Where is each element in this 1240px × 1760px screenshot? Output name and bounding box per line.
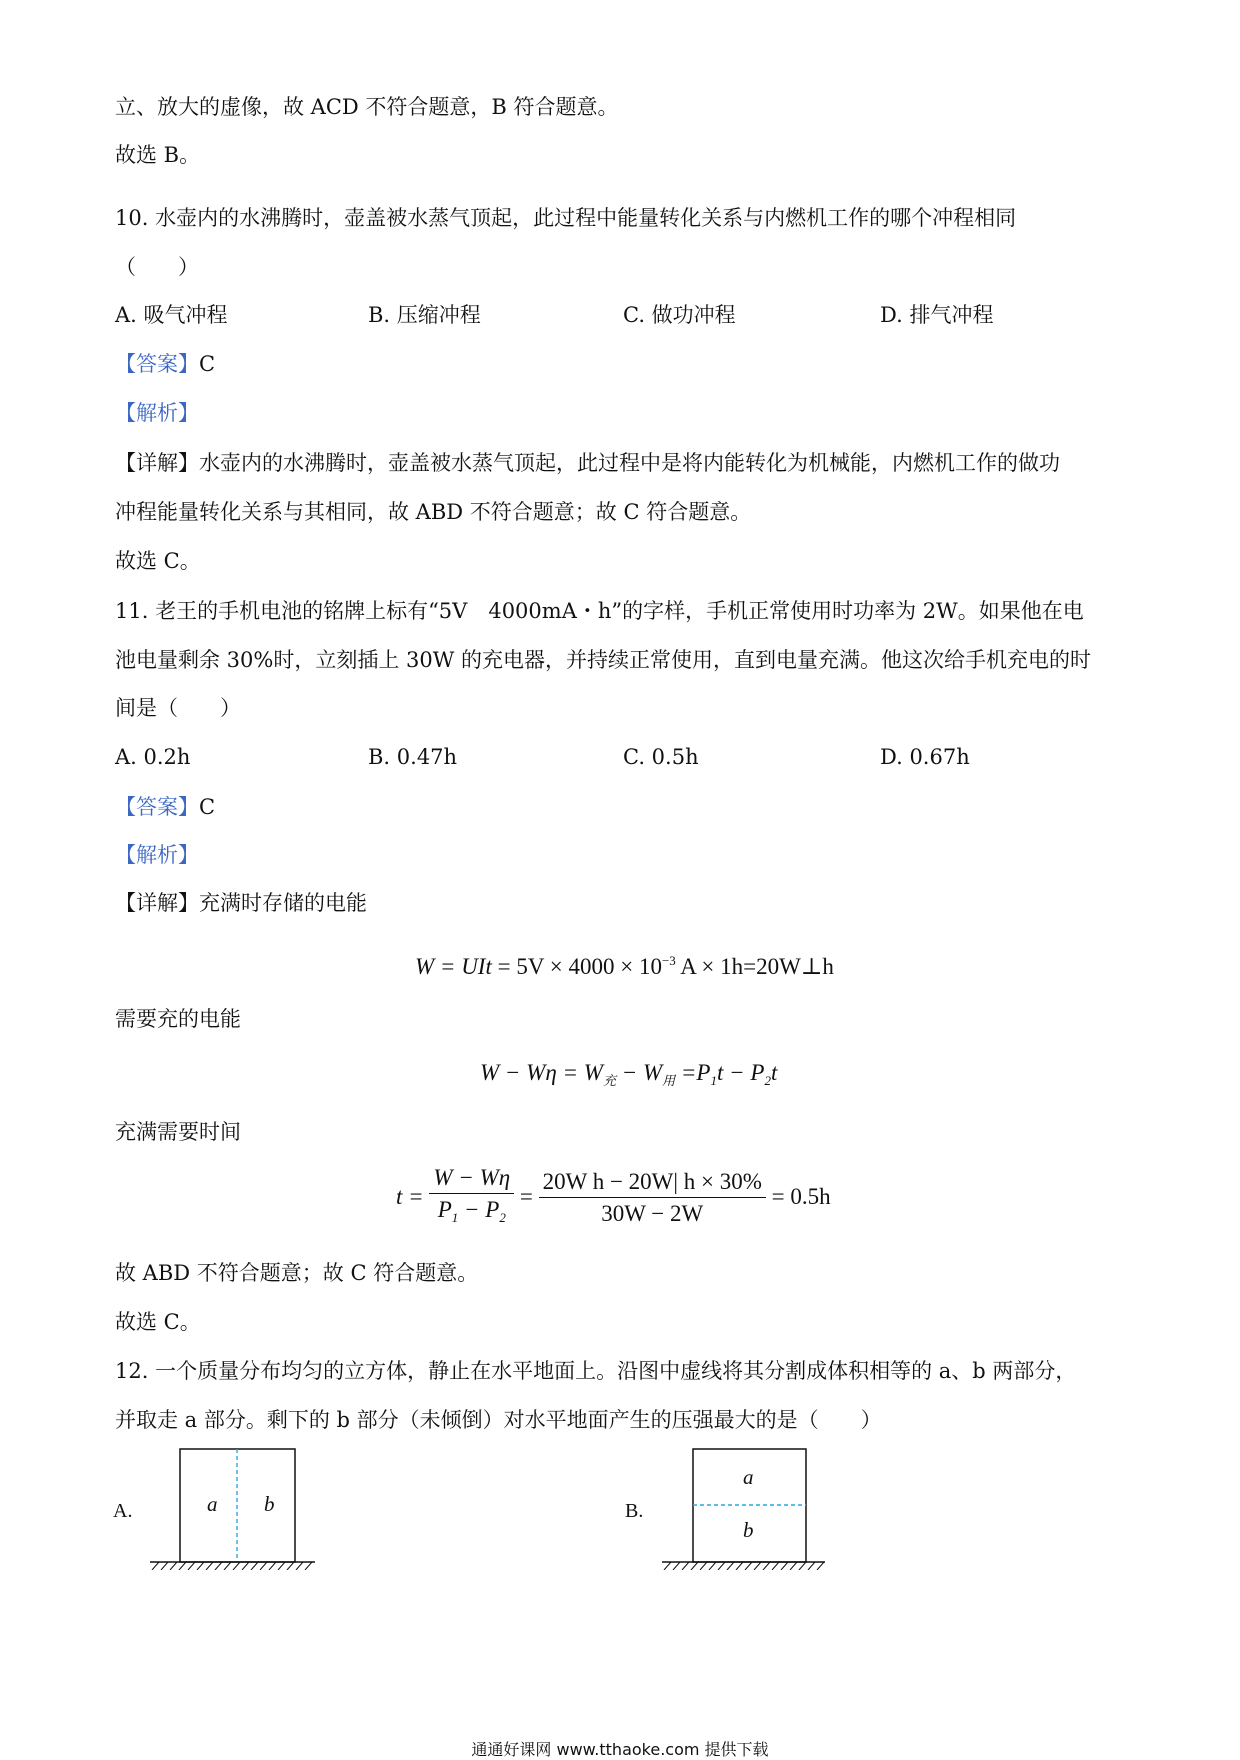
- q10-option-d: D. 排气冲程: [880, 303, 994, 327]
- question-10-stem: 10. 水壶内的水沸腾时，壶盖被水蒸气顶起，此过程中能量转化关系与内燃机工作的哪个冲程相同: [115, 206, 1017, 230]
- q10-detail: 【详解】水壶内的水沸腾时，壶盖被水蒸气顶起，此过程中是将内能转化为机械能，内燃机工作的做功: [115, 451, 1060, 475]
- question-10-stem-cont: （ ）: [115, 255, 199, 279]
- part-a-label: a: [743, 1465, 754, 1489]
- answer-tag: 【答案】: [115, 795, 199, 819]
- answer-value: C: [199, 352, 216, 376]
- equation-stored-energy: W = UIt = $5V \times 4000 \times 10^{-3}$ A × 1h=20W⊥h: [415, 953, 834, 979]
- equation-required-energy: $W - W\eta = W_充 - W_用 =P_1t - P_2t$: [480, 1060, 778, 1088]
- q11-choose: 故选 C。: [115, 1310, 201, 1334]
- part-b-label: b: [264, 1492, 275, 1516]
- q10-option-c: C. 做功冲程: [623, 303, 736, 327]
- figure-b-cube-horizontal-split: [650, 1440, 830, 1570]
- question-11-stem-cont: 池电量剩余 30%时，立刻插上 30W 的充电器，并持续正常使用，直到电量充满。他这次给手机充电的时: [115, 648, 1092, 672]
- figure-a-label: A.: [113, 1500, 133, 1522]
- question-12-stem-cont: 并取走 a 部分。剩下的 b 部分（未倾倒）对水平地面产生的压强最大的是（ ）: [115, 1408, 882, 1432]
- q11-option-d: D. 0.67h: [880, 745, 970, 769]
- figure-b-label: B.: [625, 1500, 644, 1522]
- q11-option-b: B. 0.47h: [368, 745, 458, 769]
- q10-option-a: A. 吸气冲程: [115, 303, 228, 327]
- q11-conclusion: 故 ABD 不符合题意；故 C 符合题意。: [115, 1261, 479, 1285]
- q11-option-c: C. 0.5h: [623, 745, 699, 769]
- answer-tag: 【答案】: [115, 352, 199, 376]
- text-line: 立、放大的虚像，故 ACD 不符合题意，B 符合题意。: [115, 95, 619, 119]
- equation-charge-time: t = $\frac{W - W\eta}{P_1 - P_2}$ = $\frac{\text{20W h − 20W| h × 30\%}}{30W - 2W}$ = 0.5h: [396, 1163, 831, 1234]
- fraction: $\frac{\text{20W h − 20W| h × 30\%}}{30W - 2W}$: [539, 1167, 766, 1230]
- q10-detail-cont: 冲程能量转化关系与其相同，故 ABD 不符合题意；故 C 符合题意。: [115, 500, 752, 524]
- question-11-stem-cont2: 间是（ ）: [115, 696, 241, 720]
- part-a-label: a: [207, 1492, 218, 1516]
- fraction: $\frac{W - W\eta}{P_1 - P_2}$: [429, 1163, 514, 1234]
- q10-option-b: B. 压缩冲程: [368, 303, 481, 327]
- q11-need: 需要充的电能: [115, 1007, 241, 1031]
- q11-analysis-tag: 【解析】: [115, 843, 199, 867]
- q10-answer: [115, 349, 215, 379]
- text-line: 故选 B。: [115, 143, 201, 167]
- part-b-label: b: [743, 1518, 754, 1542]
- q10-choose: 故选 C。: [115, 549, 201, 573]
- figure-a-cube-vertical-split: [140, 1440, 320, 1570]
- q10-analysis-tag: 【解析】: [115, 401, 199, 425]
- q11-answer: [115, 792, 215, 822]
- q11-detail: 【详解】充满时存储的电能: [115, 891, 367, 915]
- question-11-stem: 11. 老王的手机电池的铭牌上标有“5V 4000mA・h”的字样，手机正常使用时功率为 2W。如果他在电: [115, 599, 1084, 623]
- question-12-stem: 12. 一个质量分布均匀的立方体，静止在水平地面上。沿图中虚线将其分割成体积相等的 a、b 两部分，: [115, 1359, 1077, 1383]
- answer-value: C: [199, 795, 216, 819]
- q11-option-a: A. 0.2h: [115, 745, 191, 769]
- q11-time: 充满需要时间: [115, 1120, 241, 1144]
- page-footer: 通通好课网 www.tthaoke.com 提供下载: [471, 1740, 769, 1759]
